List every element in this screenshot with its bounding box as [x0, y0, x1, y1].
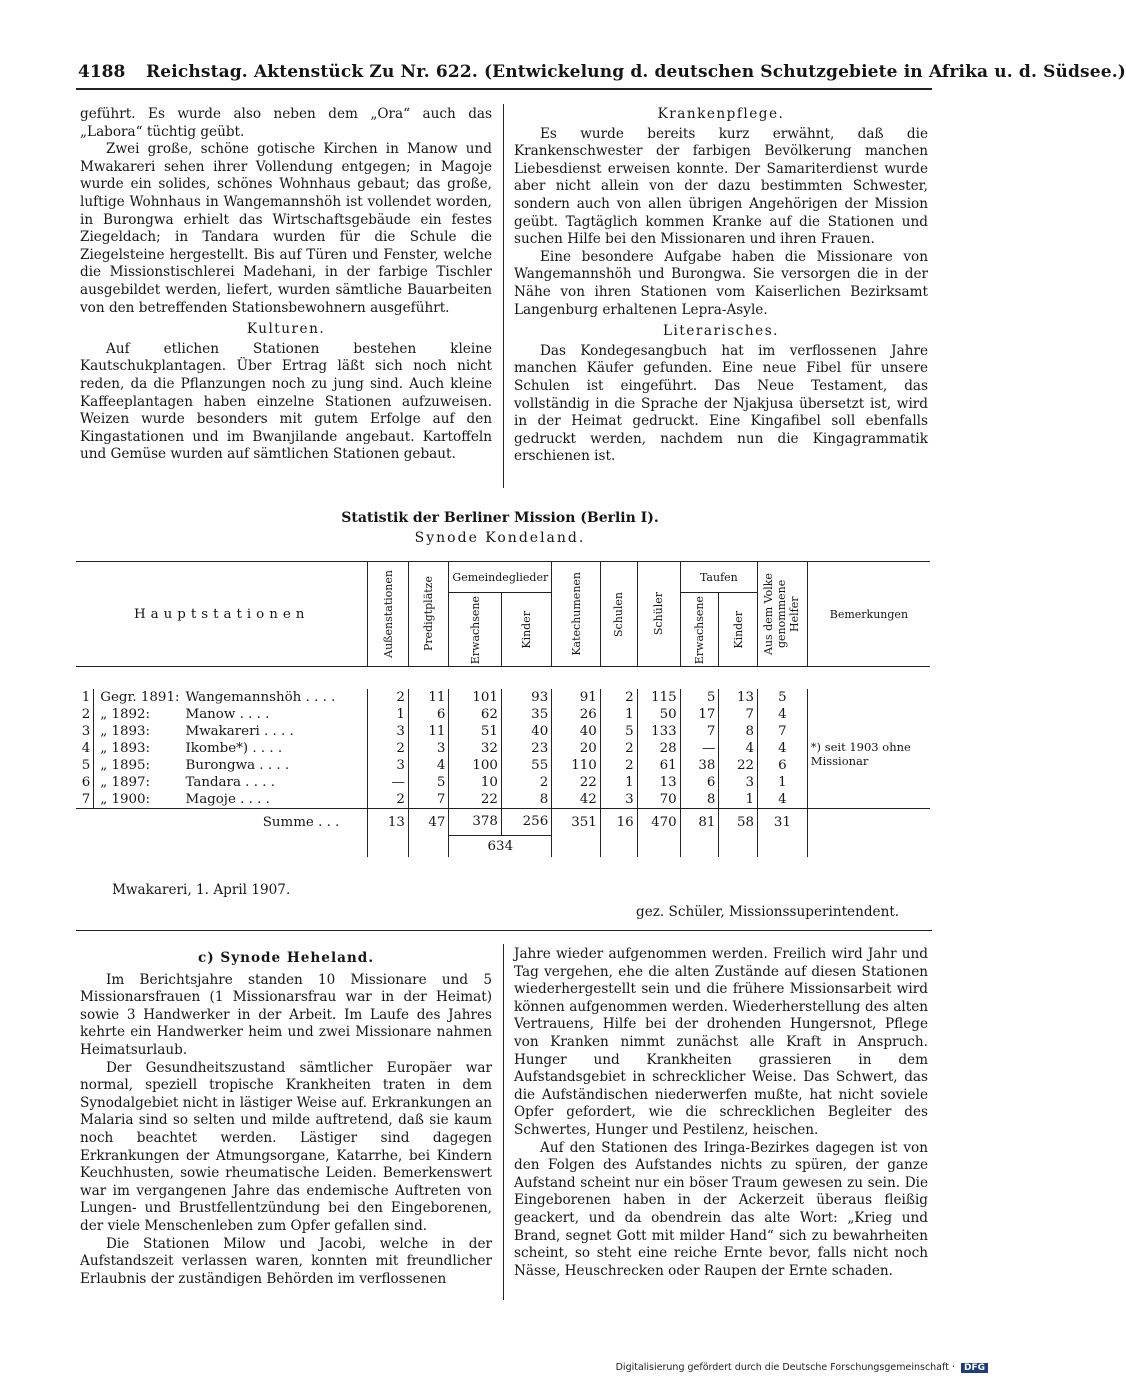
- cell-predigt: 4: [408, 757, 449, 774]
- cell-katech: 110: [552, 757, 601, 774]
- digitization-footer: Digitalisierung gefördert durch die Deutsche Forschungsgemeinschaft · DFG: [616, 1362, 988, 1373]
- sum-label: Summe . . .: [76, 809, 368, 836]
- header-katechumenen: Katechumenen: [569, 572, 583, 656]
- cell-t_kinder: 8: [719, 723, 758, 740]
- cell-schulen: 2: [600, 689, 637, 706]
- header-helfer: Aus dem Volke genommene Helfer: [762, 573, 802, 655]
- header-predigtplaetze: Predigtplätze: [422, 576, 436, 652]
- cell-kinder: 35: [501, 706, 551, 723]
- cell-erw: 100: [449, 757, 502, 774]
- paragraph: Auf den Stationen des Iringa-Bezirkes dagegen ist von den Folgen des Aufstandes nichts zu spüren, der ganze Aufstand scheint nur ein böser Traum gewesen zu sein. Die Eingeborenen haben in der Ackerzeit überaus fleißig geackert, und da obendrein das alte Wort: „Krieg und Brand, segnet Gott mit milder Hand“ sich zu bewahrheiten scheint, so steht eine reiche Ernte bevor, falls nicht noch Nässe, Heuschrecken oder Raupen der Ernte schaden.: [514, 1139, 928, 1279]
- paragraph: Im Berichtsjahre standen 10 Missionare und 5 Missionarsfrauen (1 Missionarsfrau war in der Heimat) sowie 3 Handwerker in der Arbeit. Im Laufe des Jahres kehrte ein Handwerker heim und zwei Missionare nahmen Heimatsurlaub.: [80, 971, 492, 1058]
- cell-predigt: 11: [408, 723, 449, 740]
- section-heading-heheland: c) Synode Heheland.: [197, 950, 375, 966]
- sum-schueler: 470: [637, 809, 680, 836]
- signature-line: gez. Schüler, Missionssuperintendent.: [636, 904, 900, 920]
- remark-cell: [807, 706, 930, 723]
- cell-katech: 42: [552, 791, 601, 809]
- cell-nr: 4: [76, 740, 94, 757]
- cell-schueler: 133: [637, 723, 680, 740]
- cell-t_kinder: 1: [719, 791, 758, 809]
- cell-kinder: 93: [501, 689, 551, 706]
- cell-nr: 7: [76, 791, 94, 809]
- paragraph: Auf etlichen Stationen bestehen kleine Kautschukplantagen. Über Ertrag läßt sich noch nicht reden, da die Pflanzungen noch zu jung sind. Auch kleine Kaffeeplantagen haben einzelne Stationen aufzuweisen. Weizen wurde besonders mit gutem Erfolge auf den Kingastationen und im Bwanjilande angebaut. Kartoffeln und Gemüse wurden auf sämtlichen Stationen gebaut.: [80, 340, 492, 463]
- sum-erwachsene: 378: [449, 809, 502, 836]
- sum-gemeinde-total: 634: [449, 835, 552, 857]
- header-bemerkungen: Bemerkungen: [829, 607, 909, 621]
- column-divider: [503, 104, 504, 488]
- cell-schulen: 1: [600, 774, 637, 791]
- cell-schulen: 2: [600, 757, 637, 774]
- remark-cell: [807, 723, 930, 740]
- bottom-right-column: [514, 946, 928, 1280]
- cell-predigt: 7: [408, 791, 449, 809]
- cell-nr: 5: [76, 757, 94, 774]
- sum-katechumenen: 351: [552, 809, 601, 836]
- header-gemeinde-kinder: Kinder: [520, 610, 534, 649]
- cell-helfer: 7: [758, 723, 808, 740]
- cell-predigt: 6: [408, 706, 449, 723]
- sum-helfer: 31: [758, 809, 808, 836]
- header-gemeinde-erwachsene: Erwachsene: [468, 595, 482, 664]
- paragraph: Jahre wieder aufgenommen werden. Freilich wird Jahr und Tag vergehen, ehe die alten Zustände auf diesen Stationen wiederhergestellt sein und die frühere Missionsarbeit wird können aufgenommen werden. Wiederherstellung des alten Vertrauens, Hilfe bei der drohenden Hungersnot, Pflege von Kranken nimmt zunächst alle Kraft in Anspruch. Hunger und Krankheiten grassieren in dem Aufstandsgebiet in schrecklicher Weise. Das Schwert, das die Aufständischen niederwerfen mußte, hat nicht soviele Opfer gefordert, wie die schrecklichen Begleiter des Schwertes, Hunger und Pestilenz, heischen.: [514, 946, 928, 1138]
- cell-katech: 91: [552, 689, 601, 706]
- cell-erw: 51: [449, 723, 502, 740]
- cell-helfer: 1: [758, 774, 808, 791]
- header-gemeindeglieder: Gemeindeglieder: [449, 562, 552, 593]
- cell-erw: 62: [449, 706, 502, 723]
- cell-predigt: 11: [408, 689, 449, 706]
- cell-aussen: 3: [368, 757, 409, 774]
- cell-gegr: „ 1897:: [100, 775, 151, 790]
- cell-predigt: 5: [408, 774, 449, 791]
- remark-cell: [807, 689, 930, 706]
- paragraph: Eine besondere Aufgabe haben die Missionare von Wangemannshöh und Burongwa. Sie versorgen die in der Nähe von ihren Stationen vom Kaiserlichen Bezirksamt Langenburg erhaltenen Lepra-Asyle.: [514, 248, 928, 318]
- header-taufen: Taufen: [680, 562, 757, 593]
- statistics-body: [76, 689, 930, 809]
- statistics-subtitle: Synode Kondeland.: [414, 530, 586, 546]
- paragraph: geführt. Es wurde also neben dem „Ora“ auch das „Labora“ tüchtig geübt.: [80, 106, 492, 140]
- cell-t_erw: 6: [680, 774, 719, 791]
- table-row: [76, 740, 930, 757]
- section-heading-krankenpflege: Krankenpflege.: [657, 106, 785, 122]
- paragraph: Die Stationen Milow und Jacobi, welche in der Aufstandszeit verlassen waren, konnten mit freundlicher Erlaubnis der zuständigen Behörden im verflossenen: [80, 1235, 492, 1287]
- cell-helfer: 4: [758, 740, 808, 757]
- cell-nr: 2: [76, 706, 94, 723]
- cell-aussen: —: [368, 774, 409, 791]
- cell-schulen: 2: [600, 740, 637, 757]
- cell-gegr: „ 1893:: [100, 724, 151, 739]
- cell-t_erw: 5: [680, 689, 719, 706]
- cell-t_kinder: 3: [719, 774, 758, 791]
- cell-t_erw: 17: [680, 706, 719, 723]
- paragraph: Der Gesundheitszustand sämtlicher Europäer war normal, speziell tropische Krankheiten traten in dem Synodalgebiet nicht in lästiger Weise auf. Erkrankungen an Malaria sind so selten und milde auftretend, daß sie kaum noch beachtet werden. Lästiger sind dagegen Erkrankungen der Atmungsorgane, Katarrhe, bei Kindern Keuchhusten, sowie rheumatische Leiden. Bemerkenswert war im vergangenen Jahre das endemische Auftreten von Lungen- und Brustfellentzündung bei den Eingeborenen, der viele Menschenleben zum Opfer gefallen sind.: [80, 1059, 492, 1234]
- cell-schueler: 50: [637, 706, 680, 723]
- sum-predigt: 47: [408, 809, 449, 836]
- section-rule: [76, 930, 932, 931]
- cell-kinder: 40: [501, 723, 551, 740]
- cell-gegr: „ 1900:: [100, 792, 151, 807]
- place-date: Mwakareri, 1. April 1907.: [112, 882, 291, 898]
- cell-kinder: 55: [501, 757, 551, 774]
- paragraph: Das Kondegesangbuch hat im verflossenen Jahre manchen Käufer gefunden. Eine neue Fibel für unsere Schulen ist eingeführt. Das Neue Testament, das vollständig in die Sprache der Njakjusa übersetzt ist, wird in der Heimat gedruckt. Eine Kingafibel soll ebenfalls gedruckt werden, nachdem nun die Kingagrammatik erschienen ist.: [514, 342, 928, 465]
- sum-kinder: 256: [501, 809, 551, 836]
- sum-schulen: 16: [600, 809, 637, 836]
- cell-katech: 26: [552, 706, 601, 723]
- cell-predigt: 3: [408, 740, 449, 757]
- header-taufen-kinder: Kinder: [731, 610, 745, 649]
- header-rule: [76, 88, 932, 90]
- cell-nr: 3: [76, 723, 94, 740]
- column-divider: [503, 944, 504, 1300]
- sum-taufen-erwachsene: 81: [680, 809, 719, 836]
- cell-station: Ikombe*) . . . .: [182, 740, 367, 757]
- cell-kinder: 2: [501, 774, 551, 791]
- cell-t_kinder: 22: [719, 757, 758, 774]
- cell-schulen: 3: [600, 791, 637, 809]
- cell-t_erw: 7: [680, 723, 719, 740]
- footer-text: Digitalisierung gefördert durch die Deutsche Forschungsgemeinschaft: [615, 1362, 949, 1373]
- table-row: [76, 774, 930, 791]
- cell-erw: 22: [449, 791, 502, 809]
- table-row: [76, 757, 930, 774]
- cell-helfer: 4: [758, 706, 808, 723]
- header-taufen-erwachsene: Erwachsene: [693, 595, 707, 664]
- remark-cell: *) seit 1903 ohne Missionar: [810, 740, 911, 768]
- running-title: Reichstag. Aktenstück Zu Nr. 622. (Entwickelung d. deutschen Schutzgebiete in Afrika u. d. Südsee.): [146, 62, 1126, 82]
- header-schulen: Schulen: [612, 591, 626, 637]
- cell-erw: 10: [449, 774, 502, 791]
- cell-aussen: 1: [368, 706, 409, 723]
- cell-helfer: 6: [758, 757, 808, 774]
- remark-cell: [807, 791, 930, 809]
- section-heading-kulturen: Kulturen.: [246, 321, 326, 338]
- cell-station: Burongwa . . . .: [182, 757, 367, 774]
- cell-aussen: 2: [368, 689, 409, 706]
- cell-station: Magoje . . . .: [182, 791, 367, 809]
- cell-schueler: 70: [637, 791, 680, 809]
- cell-station: Tandara . . . .: [182, 774, 367, 791]
- cell-katech: 22: [552, 774, 601, 791]
- cell-schulen: 1: [600, 706, 637, 723]
- page-header: [78, 62, 1126, 86]
- cell-nr: 1: [76, 689, 94, 706]
- cell-station: Manow . . . .: [182, 706, 367, 723]
- cell-erw: 32: [449, 740, 502, 757]
- cell-aussen: 2: [368, 791, 409, 809]
- dfg-logo: DFG: [961, 1363, 988, 1373]
- top-left-column: [80, 106, 492, 464]
- cell-gegr: Gegr. 1891:: [100, 690, 180, 705]
- statistics-title: Statistik der Berliner Mission (Berlin I).: [341, 510, 659, 526]
- cell-t_erw: 8: [680, 791, 719, 809]
- cell-aussen: 2: [368, 740, 409, 757]
- table-row: [76, 723, 930, 740]
- header-aussenstationen: Außenstationen: [381, 570, 395, 658]
- cell-katech: 40: [552, 723, 601, 740]
- cell-gegr: „ 1892:: [100, 707, 151, 722]
- cell-gegr: „ 1895:: [100, 758, 151, 773]
- table-row: [76, 791, 930, 809]
- cell-helfer: 4: [758, 791, 808, 809]
- sum-row: [76, 809, 930, 836]
- header-hauptstationen: Hauptstationen: [76, 562, 368, 667]
- cell-katech: 20: [552, 740, 601, 757]
- paragraph: Zwei große, schöne gotische Kirchen in Manow und Mwakareri sehen ihrer Vollendung entgegen; in Magoje wurde ein solides, schönes Wohnhaus gebaut; das große, luftige Wohnhaus in Wangemannshöh ist vollendet worden, in Burongwa erhielt das Wirtschaftsgebäude ein festes Ziegeldach; in Tandara wurden für die Schule die Ziegelsteine hergestellt. Bis auf Türen und Fenster, welche die Missionstischlerei Madehani, in der farbige Tischler ausgebildet werden, liefert, wurden sämtliche Bauarbeiten von den betreffenden Stationsbewohnern ausgeführt.: [80, 141, 492, 316]
- section-heading-literarisches: Literarisches.: [662, 323, 780, 340]
- cell-schueler: 115: [637, 689, 680, 706]
- cell-kinder: 23: [501, 740, 551, 757]
- cell-t_erw: —: [680, 740, 719, 757]
- cell-gegr: „ 1893:: [100, 741, 151, 756]
- cell-station: Wangemannshöh . . . .: [182, 689, 367, 706]
- cell-t_kinder: 4: [719, 740, 758, 757]
- cell-kinder: 8: [501, 791, 551, 809]
- cell-nr: 6: [76, 774, 94, 791]
- cell-schueler: 61: [637, 757, 680, 774]
- cell-t_kinder: 7: [719, 706, 758, 723]
- paragraph: Es wurde bereits kurz erwähnt, daß die Krankenschwester der farbigen Bevölkerung manchen Liebesdienst erweisen konnte. Der Samariterdienst wurde aber nicht allein von der dazu bestimmten Schwester, sondern auch von allen übrigen Angehörigen der Mission geübt. Tagtäglich kommen Kranke auf die Stationen und suchen Hilfe bei den Missionaren und ihren Frauen.: [514, 125, 928, 248]
- header-schueler: Schüler: [652, 592, 666, 636]
- cell-schulen: 5: [600, 723, 637, 740]
- table-row: [76, 689, 930, 706]
- cell-helfer: 5: [758, 689, 808, 706]
- cell-erw: 101: [449, 689, 502, 706]
- cell-aussen: 3: [368, 723, 409, 740]
- statistics-table: [76, 561, 930, 857]
- page-number: 4188: [78, 62, 126, 82]
- sum-aussen: 13: [368, 809, 409, 836]
- cell-schueler: 28: [637, 740, 680, 757]
- top-right-column: [514, 106, 928, 466]
- table-row: [76, 706, 930, 723]
- sum-taufen-kinder: 58: [719, 809, 758, 836]
- cell-t_kinder: 13: [719, 689, 758, 706]
- bottom-left-column: [80, 946, 492, 1288]
- cell-schueler: 13: [637, 774, 680, 791]
- cell-t_erw: 38: [680, 757, 719, 774]
- cell-station: Mwakareri . . . .: [182, 723, 367, 740]
